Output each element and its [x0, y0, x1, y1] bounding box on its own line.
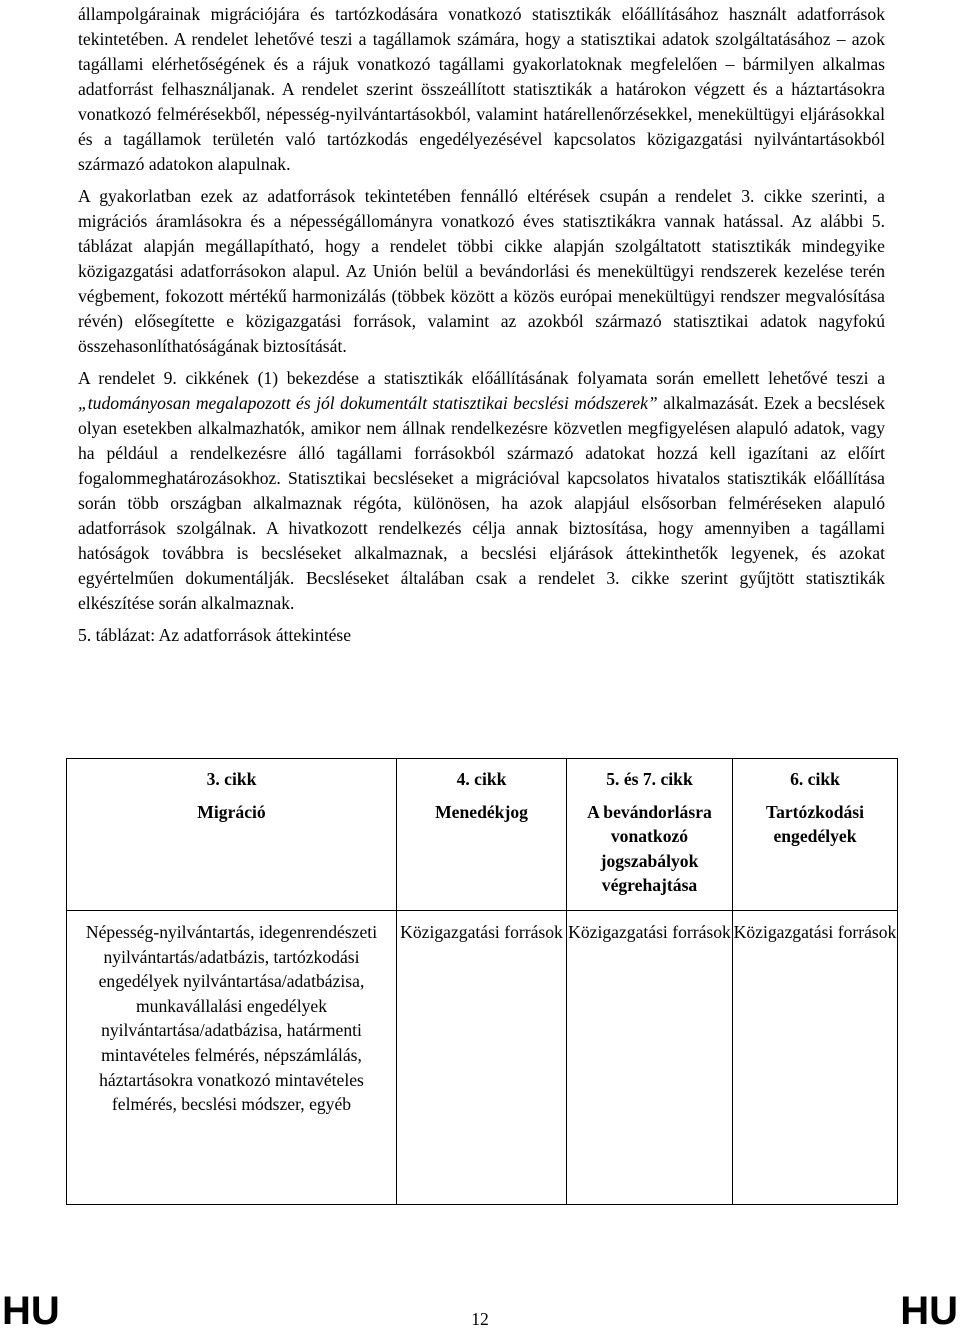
paragraph-3-end: alkalmazását. Ezek a becslések olyan esetekben alkalmazhatók, amikor nem állnak rendelkezésre közvetlen megfigyelésen alapuló adatok, vagy ha például a rendelkezésre álló tagállami forrásokból származó adatokat hozzá kell igazítani az előírt fogalommeghatározásokhoz. Statisztikai becsléseket a migrációval kapcsolatos hivatalos statisztikák előállítása során több országban alkalmaznak régóta, különösen, ha azok alapjául elsősorban felméréseken alapuló adatforrások szolgálnak. A hivatkozott rendelkezés célja annak biztosítása, hogy amennyiben a tagállami hatóságok továbbra is becsléseket alkalmaznak, a becslési eljárások áttekinthetők legyenek, és azokat egyértelműen dokumentálják. Becsléseket általában csak a rendelet 3. cikke szerint gyűjtött statisztikák elkészítése során alkalmaznak.: [78, 393, 885, 613]
cell-asylum-sources: Közigazgatási források: [397, 911, 567, 1205]
header-label: Menedékjog: [435, 801, 528, 822]
page-number: 12: [471, 1309, 489, 1329]
paragraph-3: [78, 366, 885, 616]
header-code: 6. cikk: [790, 769, 840, 789]
header-cell-article-5-7: [567, 759, 733, 911]
footer-language-left: HU: [2, 1289, 60, 1333]
header-cell-article-6: [733, 759, 898, 911]
header-label: Tartózkodási engedélyek: [765, 801, 865, 847]
footer-language-right: HU: [900, 1289, 958, 1333]
header-code: 3. cikk: [206, 769, 257, 789]
document-body: [78, 2, 885, 648]
cell-migration-sources: Népesség-nyilvántartás, idegenrendészeti nyilvántartás/adatbázis, tartózkodási engedélyek nyilvántartása/adatbázisa, munkavállalási engedélyek nyilvántartása/adatbázisa, határmenti mintavételes felmérés, népszámlálás, háztartásokra vonatkozó mintavételes felmérés, becslési módszer, egyéb: [67, 911, 397, 1205]
table-row: [67, 911, 898, 1205]
header-cell-article-3: [67, 759, 397, 911]
cell-permits-sources: Közigazgatási források: [733, 911, 898, 1205]
table-header-row: [67, 759, 898, 911]
header-cell-article-4: [397, 759, 567, 911]
table-caption: 5. táblázat: Az adatforrások áttekintése: [78, 625, 352, 645]
paragraph-3-quote: „tudományosan megalapozott és jól dokumentált statisztikai becslési módszerek”: [78, 393, 658, 413]
header-label: A bevándorlásra vonatkozó jogszabályok végrehajtása: [587, 801, 712, 896]
header-label: Migráció: [197, 801, 266, 822]
cell-enforcement-sources: Közigazgatási források: [567, 911, 733, 1205]
paragraph-1: állampolgárainak migrációjára és tartózkodására vonatkozó statisztikák előállításához használt adatforrások tekintetében. A rendelet lehetővé teszi a tagállamok számára, hogy a statisztikai adatok szolgáltatásához – azok tagállami elérhetőségének és a rájuk vonatkozó tagállami gyakorlatoknak megfelelően – bármilyen alkalmas adatforrást felhasználjanak. A rendelet szerint összeállított statisztikák a határokon végzett és a háztartásokra vonatkozó felmérésekből, népesség-nyilvántartásokból, valamint határellenőrzésekkel, menekültügyi eljárásokkal és a tagállamok területén való tartózkodás engedélyezésével kapcsolatos közigazgatási nyilvántartásokból származó adatokon alapulnak.: [78, 4, 885, 174]
paragraph-3-start: A rendelet 9. cikkének (1) bekezdése a statisztikák előállításának folyamata során emellett lehetővé teszi a: [78, 368, 885, 388]
paragraph-2: A gyakorlatban ezek az adatforrások tekintetében fennálló eltérések csupán a rendelet 3. cikke szerinti, a migrációs áramlásokra és a népességállományra vonatkozó éves statisztikákra vannak hatással. Az alábbi 5. táblázat alapján megállapítható, hogy a rendelet többi cikke alapján szolgáltatott statisztikák mindegyike közigazgatási adatforrásokon alapul. Az Unión belül a bevándorlási és menekültügyi rendszerek kezelése terén végbement, fokozott mértékű harmonizálás (többek között a közös európai menekültügyi rendszer megvalósítása révén) elősegítette e közigazgatási források, valamint az azokból származó statisztikai adatok nagyfokú összehasonlíthatóságának biztosítását.: [78, 186, 885, 356]
data-sources-table: [66, 758, 898, 1205]
header-code: 4. cikk: [456, 769, 507, 789]
header-code: 5. és 7. cikk: [606, 769, 693, 789]
